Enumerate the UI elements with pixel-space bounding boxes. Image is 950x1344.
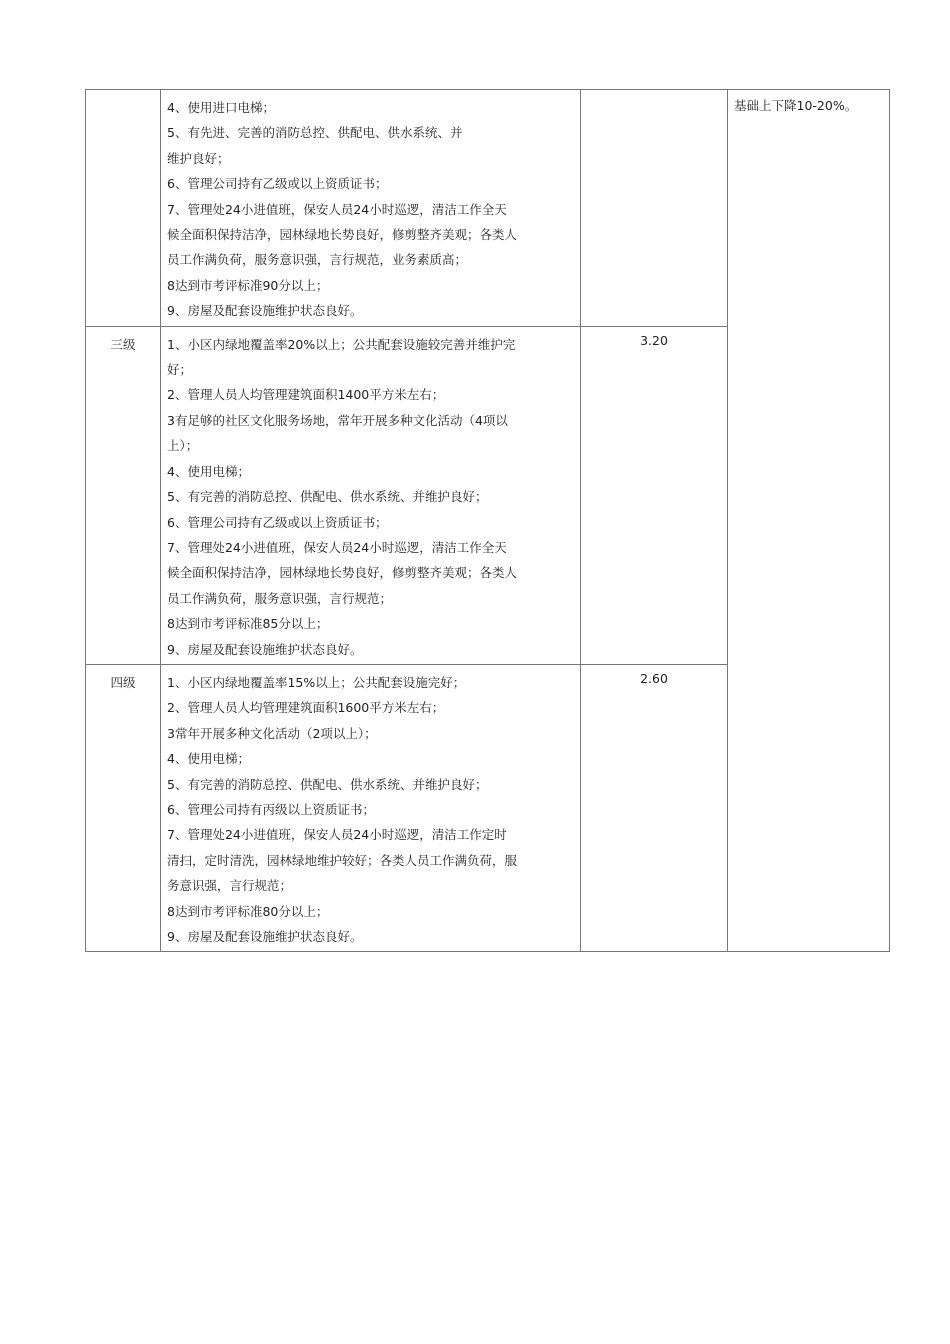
criteria-line: 5、有完善的消防总控、供配电、供水系统、并维护良好； — [167, 776, 488, 792]
criteria-line: 上）； — [167, 438, 199, 454]
criteria-line: 8达到市考评标准80分以上； — [167, 903, 329, 919]
criteria-line: 9、房屋及配套设施维护状态良好。 — [167, 929, 363, 944]
criteria-line: 4、使用电梯； — [167, 751, 250, 767]
criteria-line: 6、管理公司持有丙级以上资质证书； — [167, 801, 375, 817]
criteria-line: 清扫，定时清洗，园林绿地维护较好；各类人员工作满负荷，服 — [167, 852, 518, 868]
criteria-line: 务意识强，言行规范； — [167, 878, 293, 894]
criteria-line: 7、管理处24小进值班，保安人员24小时巡逻，清洁工作定时 — [167, 827, 507, 843]
price-cell — [581, 326, 728, 664]
criteria-line: 2、管理人员人均管理建筑面积1400平方米左右； — [167, 387, 445, 403]
fee-standard-table — [85, 89, 890, 952]
note-cell — [728, 90, 890, 952]
criteria-line: 4、使用进口电梯； — [167, 100, 275, 115]
criteria-line: 9、房屋及配套设施维护状态良好。 — [167, 303, 363, 319]
criteria-line: 员工作满负荷，服务意识强，言行规范； — [167, 590, 393, 606]
note-text: 基础上下降10-20%。 — [734, 98, 858, 113]
criteria-line: 8达到市考评标准85分以上； — [167, 616, 329, 632]
criteria-cell — [161, 90, 581, 327]
criteria-line: 3有足够的社区文化服务场地，常年开展多种文化活动（4项以 — [167, 412, 508, 428]
criteria-line: 员工作满负荷，服务意识强，言行规范，业务素质高； — [167, 252, 468, 268]
price-value: 3.20 — [640, 332, 668, 348]
price-cell — [581, 90, 728, 327]
criteria-line: 候全面积保持洁净，园林绿地长势良好，修剪整齐美观；各类人 — [167, 227, 518, 243]
grade-cell: 三级 — [86, 326, 161, 664]
price-value: 2.60 — [640, 670, 668, 686]
criteria-line: 7、管理处24小进值班，保安人员24小时巡逻，清洁工作全天 — [167, 201, 507, 217]
grade-cell — [86, 90, 161, 327]
criteria-line: 6、管理公司持有乙级或以上资质证书； — [167, 176, 388, 192]
criteria-line: 8达到市考评标准90分以上； — [167, 277, 329, 293]
criteria-line: 5、有先进、完善的消防总控、供配电、供水系统、并 — [167, 125, 463, 141]
criteria-line: 4、使用电梯； — [167, 463, 250, 479]
criteria-line: 3常年开展多种文化活动（2项以上）； — [167, 725, 377, 741]
criteria-line: 6、管理公司持有乙级或以上资质证书； — [167, 514, 388, 530]
criteria-line: 2、管理人员人均管理建筑面积1600平方米左右； — [167, 700, 445, 716]
criteria-line: 1、小区内绿地覆盖率20%以上；公共配套设施较完善并维护完 — [167, 336, 516, 352]
criteria-line: 5、有完善的消防总控、供配电、供水系统、并维护良好； — [167, 489, 488, 505]
grade-cell: 四级 — [86, 664, 161, 951]
criteria-cell — [161, 664, 581, 951]
criteria-line: 维护良好； — [167, 150, 230, 166]
criteria-line: 7、管理处24小进值班，保安人员24小时巡逻，清洁工作全天 — [167, 539, 507, 555]
table-row — [86, 90, 890, 327]
criteria-line: 候全面积保持洁净，园林绿地长势良好，修剪整齐美观；各类人 — [167, 565, 518, 581]
criteria-cell — [161, 326, 581, 664]
criteria-line: 好； — [167, 362, 193, 378]
criteria-line: 1、小区内绿地覆盖率15%以上；公共配套设施完好； — [167, 674, 466, 690]
criteria-line: 9、房屋及配套设施维护状态良好。 — [167, 641, 363, 657]
price-cell — [581, 664, 728, 951]
